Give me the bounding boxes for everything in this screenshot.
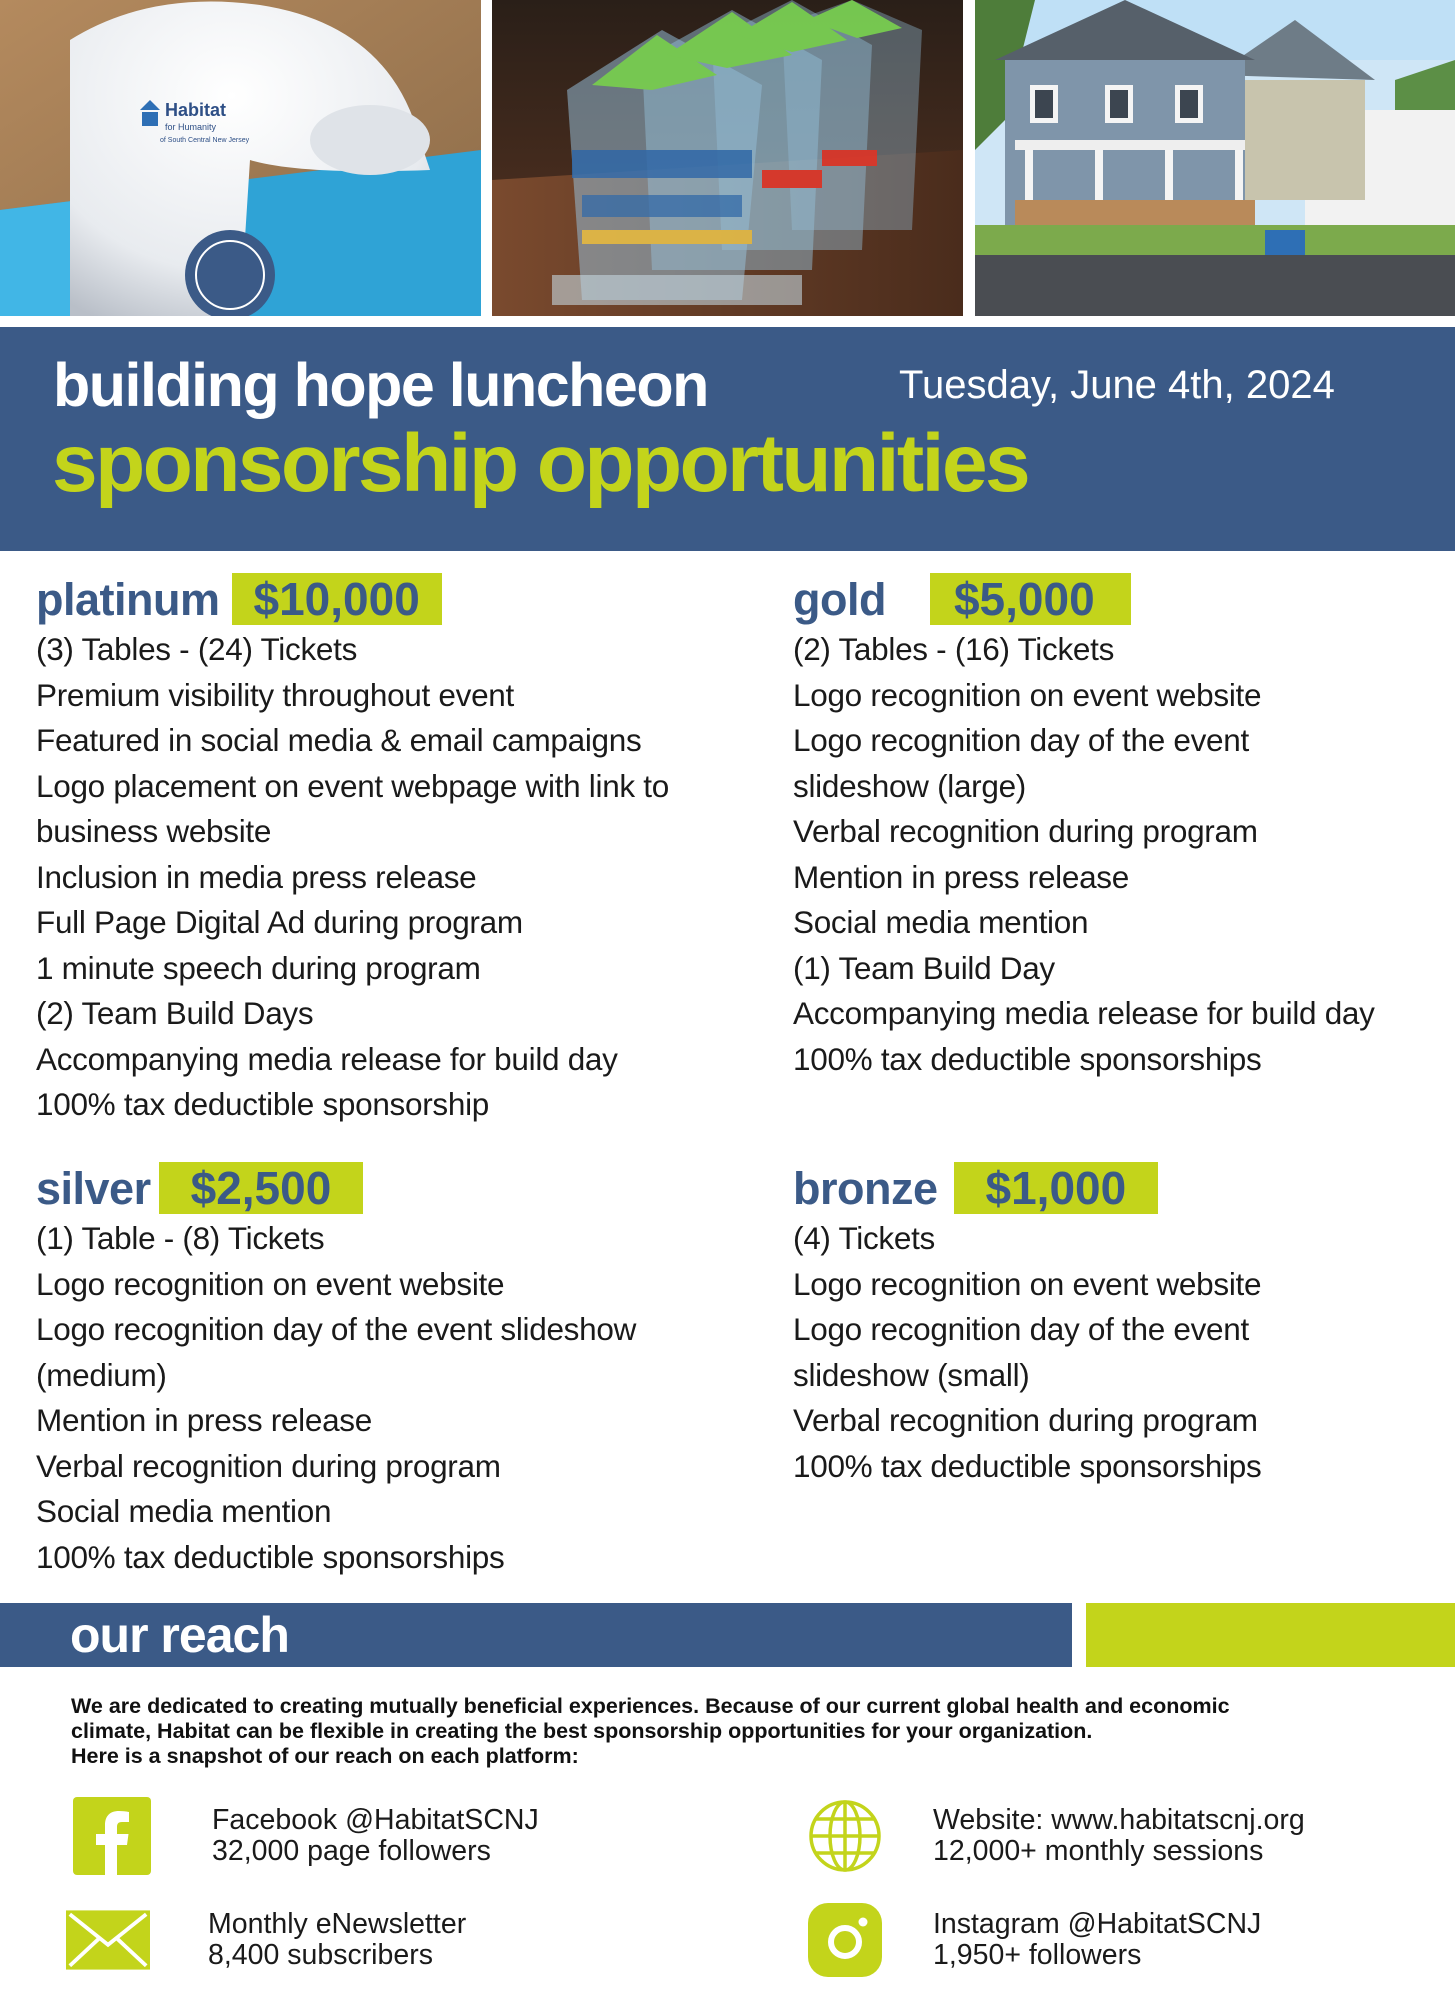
reach-line: Instagram @HabitatSCNJ (933, 1908, 1262, 1940)
benefit-item: Verbal recognition during program (793, 1402, 1258, 1438)
benefit-item: 100% tax deductible sponsorship (36, 1086, 490, 1122)
tier-silver (36, 1162, 756, 1580)
reach-header-bar (0, 1603, 1072, 1667)
benefit-item: slideshow (large) (793, 767, 1026, 804)
tier-header (36, 573, 756, 625)
reach-newsletter (66, 1898, 466, 1982)
benefit-item: Logo recognition on event website (793, 676, 1262, 713)
benefit-item: (1) Table - (8) Tickets (36, 1220, 325, 1256)
reach-facebook (70, 1794, 539, 1878)
benefit-item: (1) Team Build Day (793, 949, 1055, 986)
reach-intro-line: climate, Habitat can be flexible in creating the best sponsorship opportunities for your organization. (71, 1719, 1093, 1743)
benefit-item: Inclusion in media press release (36, 858, 477, 895)
benefit-item: 100% tax deductible sponsorships (36, 1538, 505, 1575)
benefit-item: Mention in press release (793, 858, 1129, 895)
reach-intro-line: Here is a snapshot of our reach on each platform: (71, 1744, 579, 1768)
reach-line: 32,000 page followers (212, 1835, 491, 1867)
reach-line: Monthly eNewsletter (208, 1908, 467, 1940)
benefit-item: Accompanying media release for build day (36, 1040, 618, 1077)
benefit-item: (medium) (36, 1356, 167, 1393)
tier-price: $10,000 (232, 573, 442, 625)
benefit-item: Social media mention (36, 1493, 332, 1529)
tier-bronze (793, 1162, 1455, 1489)
banner (0, 327, 1455, 551)
instagram-icon (803, 1898, 887, 1982)
reach-text (208, 1909, 466, 1971)
benefit-list (793, 627, 1455, 1082)
benefit-item: Full Page Digital Ad during program (36, 904, 523, 940)
tier-gold (793, 573, 1455, 1082)
reach-text (933, 1805, 1305, 1867)
reach-line: Website: www.habitatscnj.org (933, 1804, 1305, 1836)
reach-line: 12,000+ monthly sessions (933, 1835, 1264, 1867)
benefit-item: Verbal recognition during program (793, 813, 1258, 849)
benefit-item: Premium visibility throughout event (36, 676, 514, 713)
tier-header (793, 573, 1455, 625)
benefit-list (36, 1216, 756, 1580)
reach-accent-bar (1086, 1603, 1455, 1667)
globe-icon (803, 1794, 887, 1878)
reach-text (212, 1805, 539, 1867)
benefit-item: slideshow (small) (793, 1356, 1030, 1393)
event-date: Tuesday, June 4th, 2024 (899, 363, 1335, 407)
tier-name: platinum (36, 573, 220, 625)
benefit-item: Logo placement on event webpage with link to (36, 767, 669, 804)
hat-logo-line1: Habitat (165, 100, 227, 120)
tier-header (793, 1162, 1455, 1214)
benefit-item: Logo recognition day of the event (793, 722, 1249, 758)
benefit-item: 100% tax deductible sponsorships (793, 1040, 1262, 1077)
hard-hat-photo (0, 0, 481, 316)
benefit-item: Logo recognition on event website (36, 1265, 505, 1302)
reach-instagram (803, 1898, 1261, 1982)
benefit-item: Logo recognition day of the event (793, 1311, 1249, 1347)
house-photo (975, 0, 1455, 316)
hat-logo-line3: of South Central New Jersey (160, 137, 250, 144)
tier-name: silver (36, 1162, 151, 1214)
benefit-item: business website (36, 813, 272, 849)
tier-header (36, 1162, 756, 1214)
reach-line: Facebook @HabitatSCNJ (212, 1804, 539, 1836)
reach-text (933, 1909, 1261, 1971)
benefit-list (36, 627, 756, 1128)
tier-name: gold (793, 573, 886, 625)
benefit-item: (3) Tables - (24) Tickets (36, 631, 358, 667)
tier-name: bronze (793, 1162, 938, 1214)
hat-logo-line2: for Humanity (165, 122, 217, 132)
benefit-item: Accompanying media release for build day (793, 995, 1375, 1031)
reach-website (803, 1794, 1305, 1878)
benefit-item: (4) Tickets (793, 1220, 935, 1256)
tier-price: $5,000 (930, 573, 1131, 625)
benefit-item: Featured in social media & email campaigns (36, 722, 642, 758)
envelope-icon (66, 1898, 150, 1982)
reach-intro (71, 1694, 1401, 1769)
benefit-item: Logo recognition on event website (793, 1265, 1262, 1302)
benefit-item: (2) Team Build Days (36, 995, 314, 1031)
tier-price: $2,500 (159, 1162, 364, 1214)
awards-photo (492, 0, 963, 316)
benefit-item: 1 minute speech during program (36, 949, 481, 986)
benefit-item: Mention in press release (36, 1402, 372, 1438)
benefit-item: Social media mention (793, 904, 1089, 940)
tier-price: $1,000 (954, 1162, 1159, 1214)
event-title: building hope luncheon (53, 351, 708, 419)
benefit-list (793, 1216, 1455, 1489)
reach-line: 1,950+ followers (933, 1939, 1142, 1971)
reach-line: 8,400 subscribers (208, 1939, 433, 1971)
benefit-item: Verbal recognition during program (36, 1447, 501, 1484)
benefit-item: (2) Tables - (16) Tickets (793, 631, 1115, 667)
reach-title: our reach (70, 1607, 289, 1663)
event-subtitle: sponsorship opportunities (52, 418, 1029, 509)
facebook-icon (70, 1794, 154, 1878)
reach-intro-line: We are dedicated to creating mutually beneficial experiences. Because of our current global health and economic (71, 1694, 1230, 1718)
benefit-item: 100% tax deductible sponsorships (793, 1447, 1262, 1484)
benefit-item: Logo recognition day of the event slideshow (36, 1311, 637, 1347)
tier-platinum (36, 573, 756, 1128)
